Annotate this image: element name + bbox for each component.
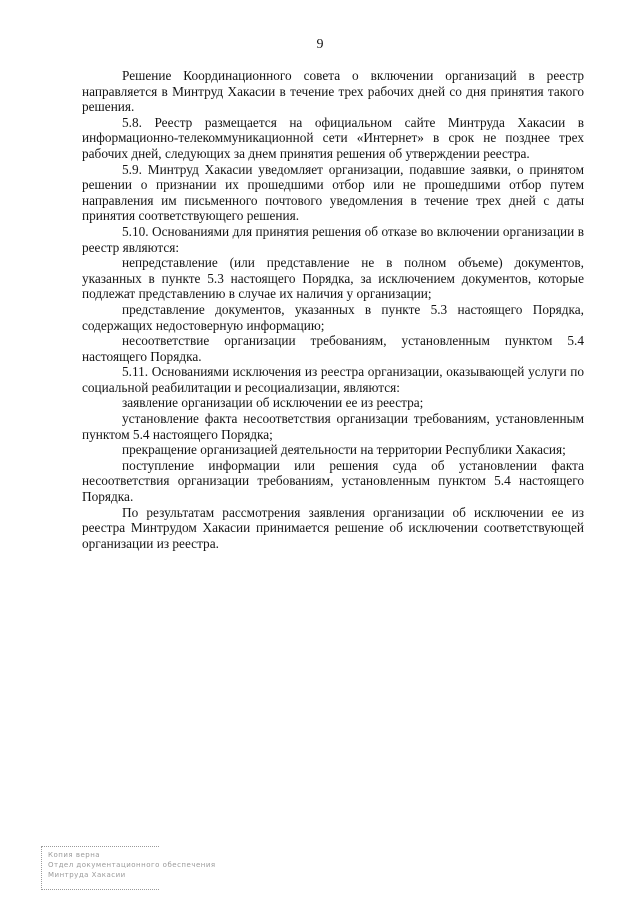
- paragraph-5-9: 5.9. Минтруд Хакасии уведомляет организации, подавшие заявки, о принятом решении о признании их прошедшими отбор или не прошедшими отбор путем направления им письменного почтового уведомления в течение трех дней с даты принятия соответствующего решения.: [82, 161, 584, 224]
- paragraph-5-11: 5.11. Основаниями исключения из реестра организации, оказывающей услуги по социальной реабилитации и ресоциализации, являются:: [82, 364, 584, 395]
- paragraph-exclusion-result: По результатам рассмотрения заявления организации об исключении ее из реестра Минтрудом Хакасии принимается решение об исключении соответствующей организации из реестра.: [82, 504, 584, 551]
- paragraph-5-10: 5.10. Основаниями для принятия решения об отказе во включении организации в реестр являются:: [82, 223, 584, 255]
- document-body: [82, 68, 584, 551]
- paragraph-decision-forwarding: Решение Координационного совета о включении организаций в реестр направляется в Минтруд Хакасии в течение трех рабочих дней со дня принятия такого решения.: [82, 68, 584, 115]
- stamp-line: Копия верна: [48, 851, 101, 859]
- list-item-fact-established: установление факта несоответствия организации требованиям, установленным пунктом 5.4 настоящего Порядка;: [82, 411, 584, 442]
- list-item-false-information: представление документов, указанных в пункте 5.3 настоящего Порядка, содержащих недостоверную информацию;: [82, 301, 584, 333]
- stamp-line: Отдел документационного обеспечения: [48, 861, 216, 869]
- list-item-activity-ended: прекращение организацией деятельности на территории Республики Хакасия;: [122, 442, 566, 458]
- stamp-line: Минтруда Хакасии: [48, 871, 126, 879]
- paragraph-5-8: 5.8. Реестр размещается на официальном сайте Минтруда Хакасии в информационно-телекоммуникационной сети «Интернет» в срок не позднее трех рабочих дней, следующих за днем принятия решения об утверждении реестра.: [82, 114, 584, 161]
- list-item-court-decision: поступление информации или решения суда об установлении факта несоответствия организации требованиям, установленным пунктом 5.4 настоящего Порядка.: [82, 457, 584, 505]
- page-number: 9: [316, 37, 324, 52]
- list-item-non-compliance: несоответствие организации требованиям, установленным пунктом 5.4 настоящего Порядка.: [82, 333, 584, 364]
- list-item-non-submission: непредставление (или представление не в полном объеме) документов, указанных в пункте 5.3 настоящего Порядка, за исключением документов, которые подлежат представлению в случае их наличия у организации;: [82, 255, 584, 302]
- list-item-application: заявление организации об исключении ее из реестра;: [122, 395, 424, 411]
- certification-stamp: [41, 846, 216, 890]
